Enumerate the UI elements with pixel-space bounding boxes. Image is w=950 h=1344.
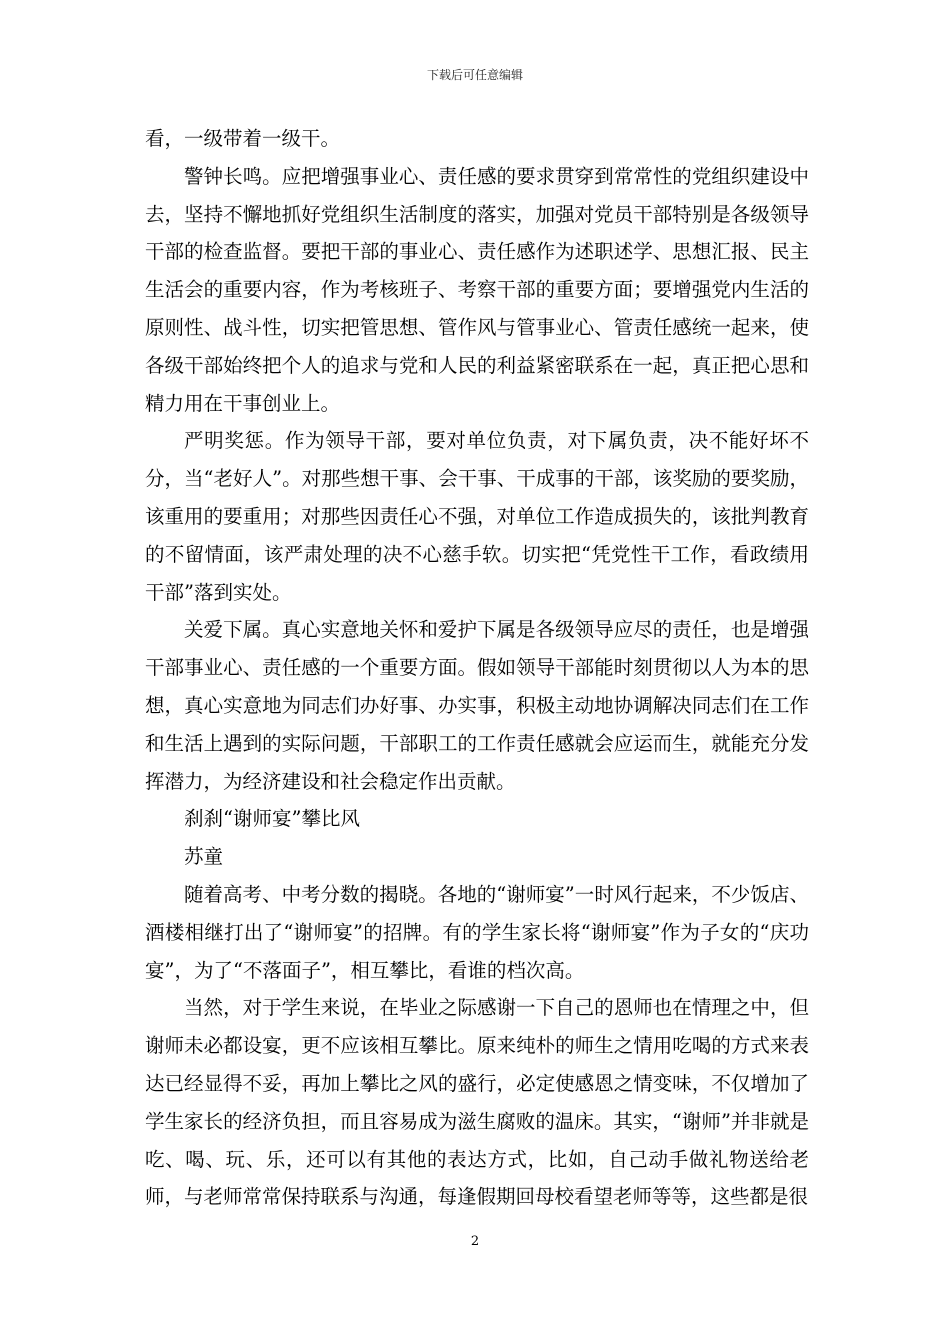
page-number: 2: [470, 1234, 480, 1249]
article-title: 刹刹“谢师宴”攀比风: [184, 807, 360, 831]
paragraph-banquet-critique: 当然，对于学生来说，在毕业之际感谢一下自己的恩师也在情理之中，但谢师未必都设宴，更不应该相互攀比。原来纯朴的师生之情用吃喝的方式来表达已经显得不妥，再加上攀比之风的盛行，必定使感恩之情变味，不仅增加了学生家长的经济负担，而且容易成为滋生腐败的温床。其实，“谢师”并非就是吃、喝、玩、乐，还可以有其他的表达方式，比如，自己动手做礼物送给老师，与老师常常保持联系与沟通，每逢假期回母校看望老师等等，这些都是很: [145, 996, 809, 1209]
paragraph-continuation: 看，一级带着一级干。: [145, 127, 341, 150]
paragraph-rewards-penalties: 严明奖惩。作为领导干部，要对单位负责，对下属负责，决不能好坏不分，当“老好人”。对那些想干事、会干事、干成事的干部，该奖励的要奖励，该重用的要重用；对那些因责任心不强，对单位工作造成损失的，该批判教育的不留情面，该严肃处理的决不心慈手软。切实把“凭党性干工作，看政绩用干部”落到实处。: [145, 429, 809, 604]
paragraph-care-subordinates: 关爱下属。真心实意地关怀和爱护下属是各级领导应尽的责任，也是增强干部事业心、责任感的一个重要方面。假如领导干部能时刻贯彻以人为本的思想，真心实意地为同志们办好事、办实事，积极主动地协调解决同志们在工作和生活上遇到的实际问题，干部职工的工作责任感就会应运而生，就能充分发挥潜力，为经济建设和社会稳定作出贡献。: [145, 618, 809, 793]
document-body: [145, 120, 809, 1216]
paragraph-alarm-bell: 警钟长鸣。应把增强事业心、责任感的要求贯穿到常常性的党组织建设中去，坚持不懈地抓好党组织生活制度的落实，加强对党员干部特别是各级领导干部的检查监督。要把干部的事业心、责任感作为述职述学、思想汇报、民主生活会的重要内容，作为考核班子、考察干部的重要方面；要增强党内生活的原则性、战斗性，切实把管思想、管作风与管事业心、管责任感统一起来，使各级干部始终把个人的追求与党和人民的利益紧密联系在一起，真正把心思和精力用在干事创业上。: [145, 164, 809, 415]
article-author: 苏童: [184, 845, 224, 869]
paragraph-banquet-trend: 随着高考、中考分数的揭晓。各地的“谢师宴”一时风行起来，不少饭店、酒楼相继打出了“谢师宴”的招牌。有的学生家长将“谢师宴”作为子女的“庆功宴”，为了“不落面子”，相互攀比，看谁的档次高。: [145, 882, 809, 982]
page-header: 下载后可任意编辑: [426, 68, 523, 82]
